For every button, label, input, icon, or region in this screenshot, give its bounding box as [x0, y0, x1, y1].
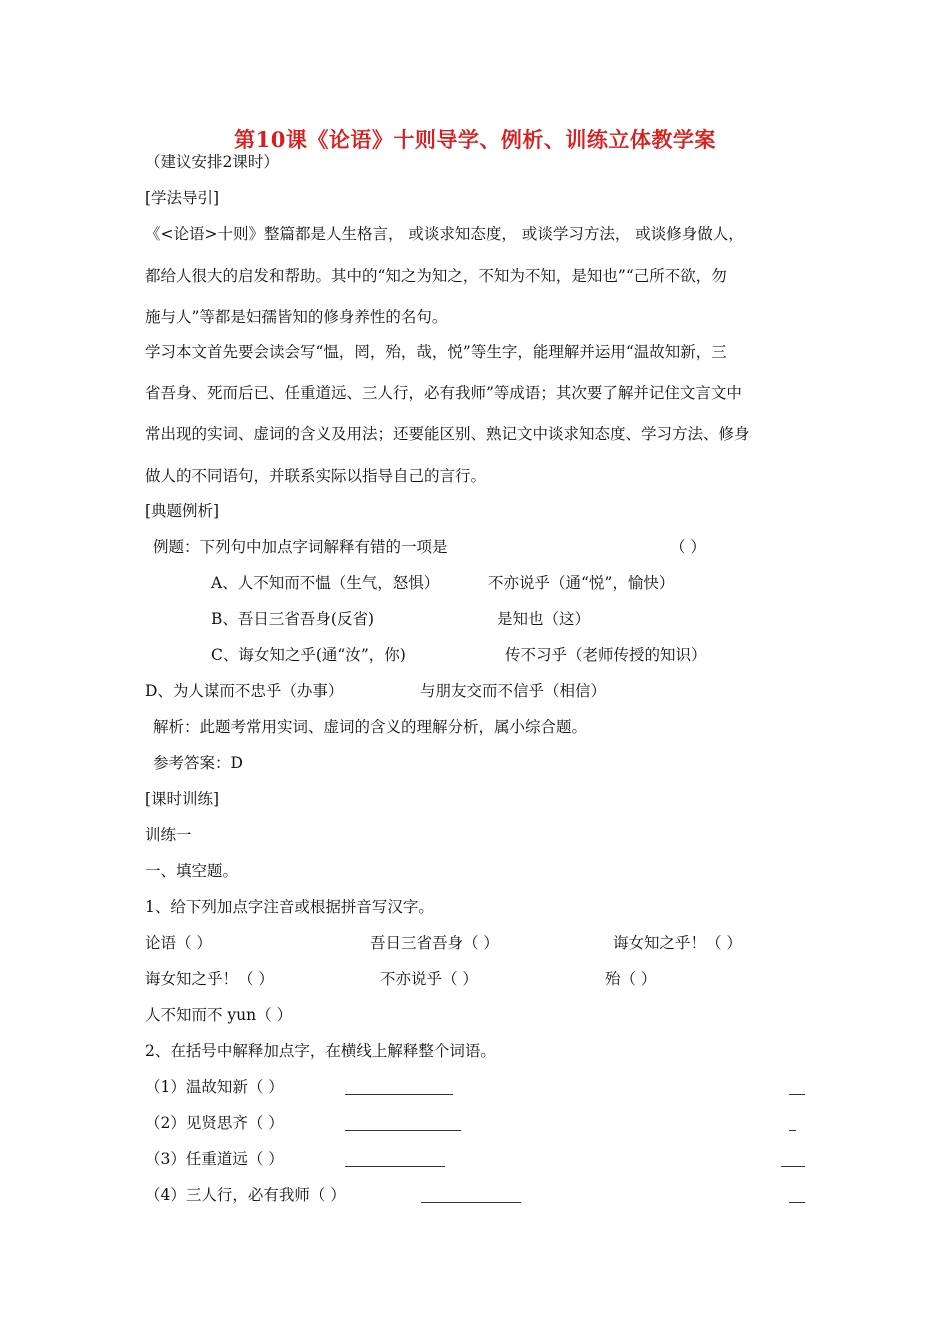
guide-paragraph-1-line-1: 《<论语>十则》整篇都是人生格言， 或谈求知态度， 或谈学习方法， 或谈修身做人，	[145, 225, 744, 243]
option-d-left: D、为人谋而不忠乎（办事）	[145, 682, 344, 700]
idiom-item-2: （2）见贤思齐（ ）	[145, 1114, 284, 1132]
option-c-left: C、诲女知之乎(通“汝”，你)	[211, 646, 406, 664]
blank-item: 诲女知之乎！（ ）	[145, 970, 274, 988]
section-heading-guide: [学法导引]	[145, 189, 220, 207]
section-heading-example: [典题例析]	[145, 502, 220, 520]
answer-underline	[345, 1130, 461, 1131]
question-1: 1、给下列加点字注音或根据拼音写汉字。	[145, 898, 434, 916]
answer-underline	[345, 1094, 453, 1095]
blank-item: 不亦说乎（ ）	[380, 970, 478, 988]
answer-underline	[781, 1166, 805, 1167]
guide-paragraph-2-line-2: 省吾身、死而后已、任重道远、三人行，必有我师”等成语；其次要了解并记住文言文中	[145, 384, 742, 402]
option-b-right: 是知也（这）	[497, 610, 591, 628]
idiom-item-1: （1）温故知新（ ）	[145, 1078, 284, 1096]
answer-underline	[789, 1130, 796, 1131]
option-b-left: B、吾日三省吾身(反省)	[211, 610, 374, 628]
blank-item: 诲女知之乎！（ ）	[613, 934, 742, 952]
answer-underline	[789, 1094, 805, 1095]
question-2: 2、在括号中解释加点字，在横线上解释整个词语。	[145, 1042, 496, 1060]
guide-paragraph-2-line-4: 做人的不同语句，并联系实际以指导自己的言行。	[145, 467, 487, 485]
blank-item: 论语（ ）	[145, 934, 212, 952]
training-subheading: 训练一	[145, 826, 192, 844]
answer-underline	[345, 1166, 445, 1167]
option-c-right: 传不习乎（老师传授的知识）	[505, 646, 707, 664]
answer-paren: （ ）	[670, 538, 706, 556]
example-question: 例题：下列句中加点字词解释有错的一项是	[153, 538, 448, 556]
blank-item: 殆（ ）	[605, 970, 657, 988]
guide-paragraph-1-line-3: 施与人”等都是妇孺皆知的修身养性的名句。	[145, 308, 448, 326]
guide-paragraph-1-line-2: 都给人很大的启发和帮助。其中的“知之为知之，不知为不知，是知也”“己所不欲，勿	[145, 267, 727, 285]
page-title: 第10课《论语》十则导学、例析、训练立体教学案	[234, 127, 716, 152]
answer-underline	[789, 1202, 805, 1203]
answer-underline	[421, 1202, 521, 1203]
option-d-right: 与朋友交而不信乎（相信）	[420, 682, 607, 700]
blank-item: 人不知而不 yun（ ）	[145, 1006, 293, 1024]
guide-paragraph-2-line-1: 学习本文首先要会读会写“愠，罔，殆，哉，悦”等生字，能理解并运用“温故知新，三	[145, 343, 727, 361]
idiom-item-4: （4）三人行，必有我师（ ）	[145, 1186, 346, 1204]
example-answer: 参考答案：D	[153, 754, 243, 772]
part-1-heading: 一、填空题。	[145, 862, 239, 880]
section-heading-training: [课时训练]	[145, 790, 220, 808]
idiom-item-3: （3）任重道远（ ）	[145, 1150, 284, 1168]
blank-item: 吾日三省吾身（ ）	[370, 934, 499, 952]
subtitle: （建议安排2课时）	[145, 153, 279, 171]
guide-paragraph-2-line-3: 常出现的实词、虚词的含义及用法；还要能区别、熟记文中谈求知态度、学习方法、修身	[145, 425, 750, 443]
option-a-right: 不亦说乎（通“悦”，愉快）	[488, 574, 675, 592]
option-a-left: A、人不知而不愠（生气，怒惧）	[211, 574, 440, 592]
example-analysis: 解析：此题考常用实词、虚词的含义的理解分析，属小综合题。	[153, 718, 588, 736]
